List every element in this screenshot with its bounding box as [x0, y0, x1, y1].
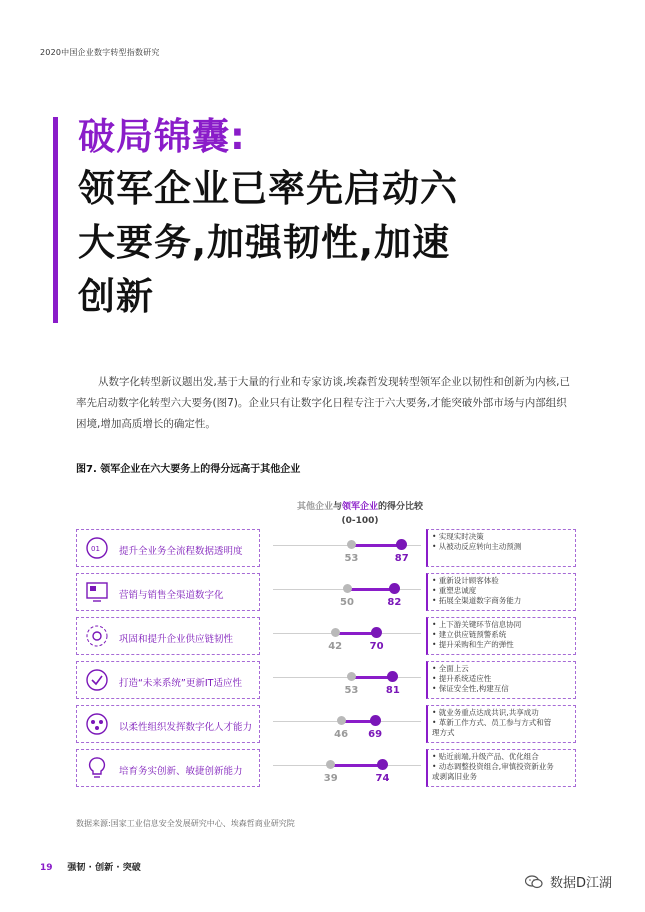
leader-enterprise-dot: [396, 539, 407, 550]
leader-enterprise-dot: [370, 715, 381, 726]
action-bullet: 理方式: [432, 728, 455, 737]
data-transparency-icon: [85, 536, 109, 560]
category-label: 打造“未来系统”更新IT适应性: [119, 678, 242, 689]
actions-box: [426, 617, 576, 655]
other-enterprise-dot: [347, 540, 356, 549]
chart-row: [76, 572, 576, 616]
category-box: [76, 617, 260, 655]
watermark-text: 数据D江湖: [550, 876, 613, 891]
action-bullet: • 全面上云: [432, 664, 469, 673]
supply-chain-icon: [85, 624, 109, 648]
gap-segment: [351, 544, 401, 547]
other-value-label: 53: [344, 685, 359, 696]
category-box: [76, 749, 260, 787]
action-bullet: • 保证安全性,构建互信: [432, 684, 509, 693]
omnichannel-icon: [85, 580, 109, 604]
gap-segment: [331, 764, 383, 767]
legend-leader: 领军企业: [342, 502, 379, 512]
chart-rows: [76, 528, 576, 792]
chart-row: [76, 748, 576, 792]
other-value-label: 46: [334, 729, 349, 740]
other-value-label: 42: [328, 641, 343, 652]
title-line-1: 领军企业已率先启动六: [78, 167, 458, 210]
chart-row: [76, 616, 576, 660]
future-system-icon: [85, 668, 109, 692]
other-enterprise-dot: [337, 716, 346, 725]
svg-text:01: 01: [91, 545, 100, 553]
actions-box: [426, 749, 576, 787]
leader-enterprise-dot: [387, 671, 398, 682]
action-bullet: • 重新设计顾客体验: [432, 576, 499, 585]
leader-enterprise-dot: [377, 759, 388, 770]
page-number: 19: [40, 863, 53, 873]
legend-other: 其他企业: [296, 502, 333, 512]
other-value-label: 50: [340, 597, 354, 608]
chart-row: [76, 704, 576, 748]
source-note: 数据来源:国家工业信息安全发展研究中心、埃森哲商业研究院: [76, 819, 295, 828]
leader-value-label: 69: [368, 729, 383, 740]
action-bullet: 或剥离旧业务: [432, 772, 477, 781]
action-bullet: • 实现实时决策: [432, 532, 484, 541]
category-label: 培育务实创新、敏捷创新能力: [119, 766, 243, 777]
action-bullet: • 建立供应链预警系统: [432, 630, 507, 639]
leader-value-label: 70: [369, 641, 384, 652]
action-bullet: • 革新工作方式、员工参与方式和管: [432, 718, 552, 727]
leader-enterprise-dot: [371, 627, 382, 638]
category-box: [76, 705, 260, 743]
title-accent: 破局锦囊:: [78, 115, 246, 158]
category-label: 提升全业务全流程数据透明度: [119, 546, 243, 557]
leader-enterprise-dot: [389, 583, 400, 594]
action-bullet: • 就业务重点达成共识,共享成功: [432, 708, 539, 717]
actions-box: [426, 573, 576, 611]
category-label: 巩固和提升企业供应链韧性: [119, 634, 234, 645]
action-bullet: • 提升采购和生产的弹性: [432, 640, 514, 649]
leader-value-label: 87: [394, 553, 409, 564]
category-label: 以柔性组织发挥数字化人才能力: [119, 722, 253, 733]
leader-value-label: 82: [387, 597, 402, 608]
action-bullet: • 贴近前端,升级产品、优化组合: [432, 752, 539, 761]
title-block: [78, 112, 598, 324]
category-box: [76, 573, 260, 611]
other-enterprise-dot: [347, 672, 356, 681]
other-enterprise-dot: [331, 628, 340, 637]
other-enterprise-dot: [343, 584, 352, 593]
gap-segment: [347, 588, 394, 591]
chart-legend-title: [230, 500, 490, 528]
category-label: 营销与销售全渠道数字化: [119, 590, 224, 601]
actions-box: [426, 661, 576, 699]
legend-tail: 的得分比较: [378, 502, 424, 512]
wechat-icon: [525, 875, 543, 889]
other-value-label: 53: [344, 553, 359, 564]
action-bullet: • 动态调整投资组合,审慎投资新业务: [432, 762, 554, 771]
actions-box: [426, 529, 576, 567]
other-value-label: 39: [323, 773, 338, 784]
action-bullet: • 重塑忠诚度: [432, 586, 477, 595]
category-box: [76, 529, 260, 567]
footer: [40, 860, 141, 873]
leader-value-label: 81: [385, 685, 400, 696]
chart-row: [76, 528, 576, 572]
talent-organization-icon: [85, 712, 109, 736]
running-header: 2020中国企业数字转型指数研究: [40, 48, 160, 57]
action-bullet: • 上下游关键环节信息协同: [432, 620, 522, 629]
figure-caption: 图7. 领军企业在六大要务上的得分远高于其他企业: [76, 464, 301, 475]
action-bullet: • 从被动反应转向主动预测: [432, 542, 522, 551]
chart-subtitle: (0-100): [341, 516, 379, 526]
actions-box: [426, 705, 576, 743]
innovation-bulb-icon: [85, 756, 109, 780]
title-line-2: 大要务,加强韧性,加速: [78, 221, 451, 264]
legend-conj: 与: [332, 502, 342, 512]
leader-value-label: 74: [375, 773, 390, 784]
title-accent-bar: [53, 117, 58, 323]
category-box: [76, 661, 260, 699]
intro-paragraph: 从数字化转型新议题出发,基于大量的行业和专家访谈,埃森哲发现转型领军企业以韧性和创新为内核,已率先启动数字化转型六大要务(图7)。企业只有让数字化日程专注于六大要务,才能突破外部市场与内部组织困境,增加高质增长的确定性。: [76, 376, 571, 430]
other-enterprise-dot: [326, 760, 335, 769]
action-bullet: • 提升系统适应性: [432, 674, 492, 683]
footer-text: 强韧 · 创新 · 突破: [67, 863, 141, 873]
title-line-3: 创新: [78, 275, 154, 318]
action-bullet: • 拓展全渠道数字商务能力: [432, 596, 522, 605]
chart-row: [76, 660, 576, 704]
